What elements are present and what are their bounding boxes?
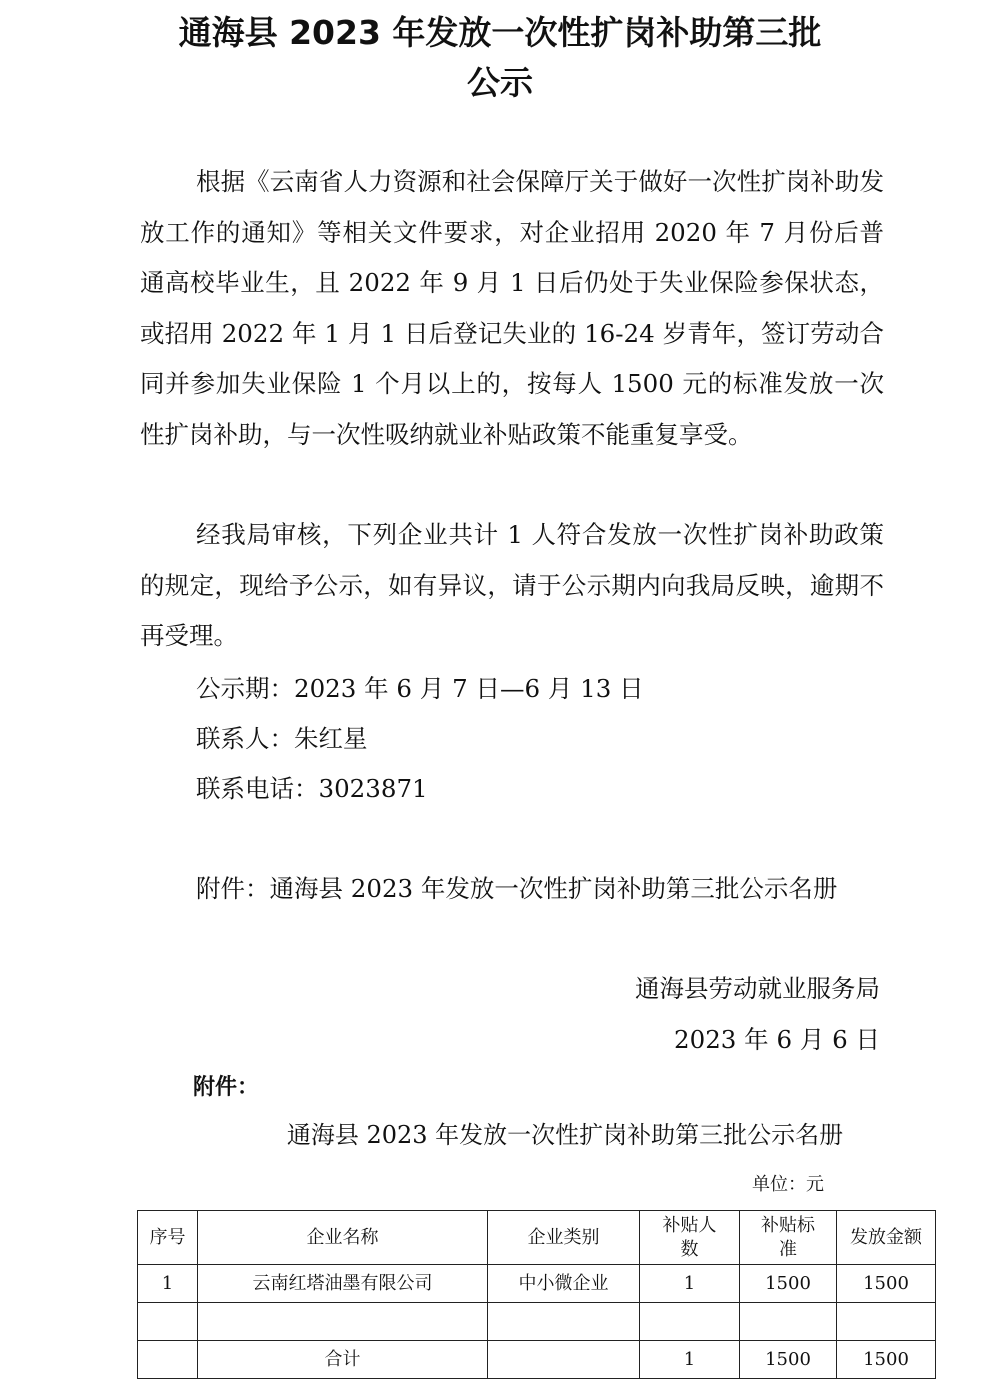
table-cell: 1 <box>138 1265 198 1303</box>
table-cell <box>640 1303 740 1341</box>
table-row <box>138 1265 936 1303</box>
header-cell: 补贴人数 <box>640 1211 740 1265</box>
title-line-2: 公示 <box>467 63 533 102</box>
document-title <box>0 8 1000 108</box>
contact-person: 联系人：朱红星 <box>196 724 368 753</box>
contact-phone: 联系电话：3023871 <box>196 774 428 803</box>
body-paragraph-2: 经我局审核，下列企业共计 1 人符合发放一次性扩岗补助政策的规定，现给予公示，如有异议，请于公示期内向我局反映，逾期不再受理。 <box>140 520 884 650</box>
table-total-row <box>138 1341 936 1379</box>
table-cell <box>488 1341 640 1379</box>
body-paragraph-1: 根据《云南省人力资源和社会保障厅关于做好一次性扩岗补助发放工作的通知》等相关文件要求，对企业招用 2020 年 7 月份后普通高校毕业生，且 2022 年 9 月 1 日后仍处于失业保险参保状态，或招用 2022 年 1 月 1 日后登记失业的 16-24 岁青年，签订劳动合同并参加失业保险 1 个月以上的，按每人 1500 元的标准发放一次性扩岗补助，与一次性吸纳就业补贴政策不能重复享受。 <box>140 167 884 449</box>
table-cell: 1500 <box>740 1341 837 1379</box>
attachment-label: 附件： <box>193 1075 260 1100</box>
header-cell: 企业类别 <box>488 1211 640 1265</box>
roster-table <box>137 1210 936 1379</box>
table-cell: 合计 <box>198 1341 488 1379</box>
publicity-period: 公示期：2023 年 6 月 7 日—6 月 13 日 <box>196 674 644 703</box>
header-cell: 序号 <box>138 1211 198 1265</box>
issuer-name: 通海县劳动就业服务局 <box>635 974 880 1003</box>
table-cell <box>198 1303 488 1341</box>
header-cell: 补贴标准 <box>740 1211 837 1265</box>
table-row <box>138 1303 936 1341</box>
header-cell: 企业名称 <box>198 1211 488 1265</box>
unit-label: 单位：元 <box>752 1174 824 1195</box>
table-cell: 1500 <box>837 1341 936 1379</box>
issue-date: 2023 年 6 月 6 日 <box>674 1025 880 1054</box>
table-cell: 1 <box>640 1265 740 1303</box>
table-cell: 1500 <box>837 1265 936 1303</box>
table-cell <box>488 1303 640 1341</box>
table-cell: 云南红塔油墨有限公司 <box>198 1265 488 1303</box>
title-line-1: 通海县 2023 年发放一次性扩岗补助第三批 <box>178 13 822 52</box>
table-cell: 1 <box>640 1341 740 1379</box>
table-cell <box>138 1303 198 1341</box>
table-cell: 1500 <box>740 1265 837 1303</box>
table-cell <box>138 1341 198 1379</box>
table-cell <box>740 1303 837 1341</box>
table-cell <box>837 1303 936 1341</box>
table-header-row <box>138 1211 936 1265</box>
attachment-title: 通海县 2023 年发放一次性扩岗补助第三批公示名册 <box>286 1121 844 1149</box>
table-cell: 中小微企业 <box>488 1265 640 1303</box>
attachment-note: 附件：通海县 2023 年发放一次性扩岗补助第三批公示名册 <box>196 874 838 903</box>
header-cell: 发放金额 <box>837 1211 936 1265</box>
